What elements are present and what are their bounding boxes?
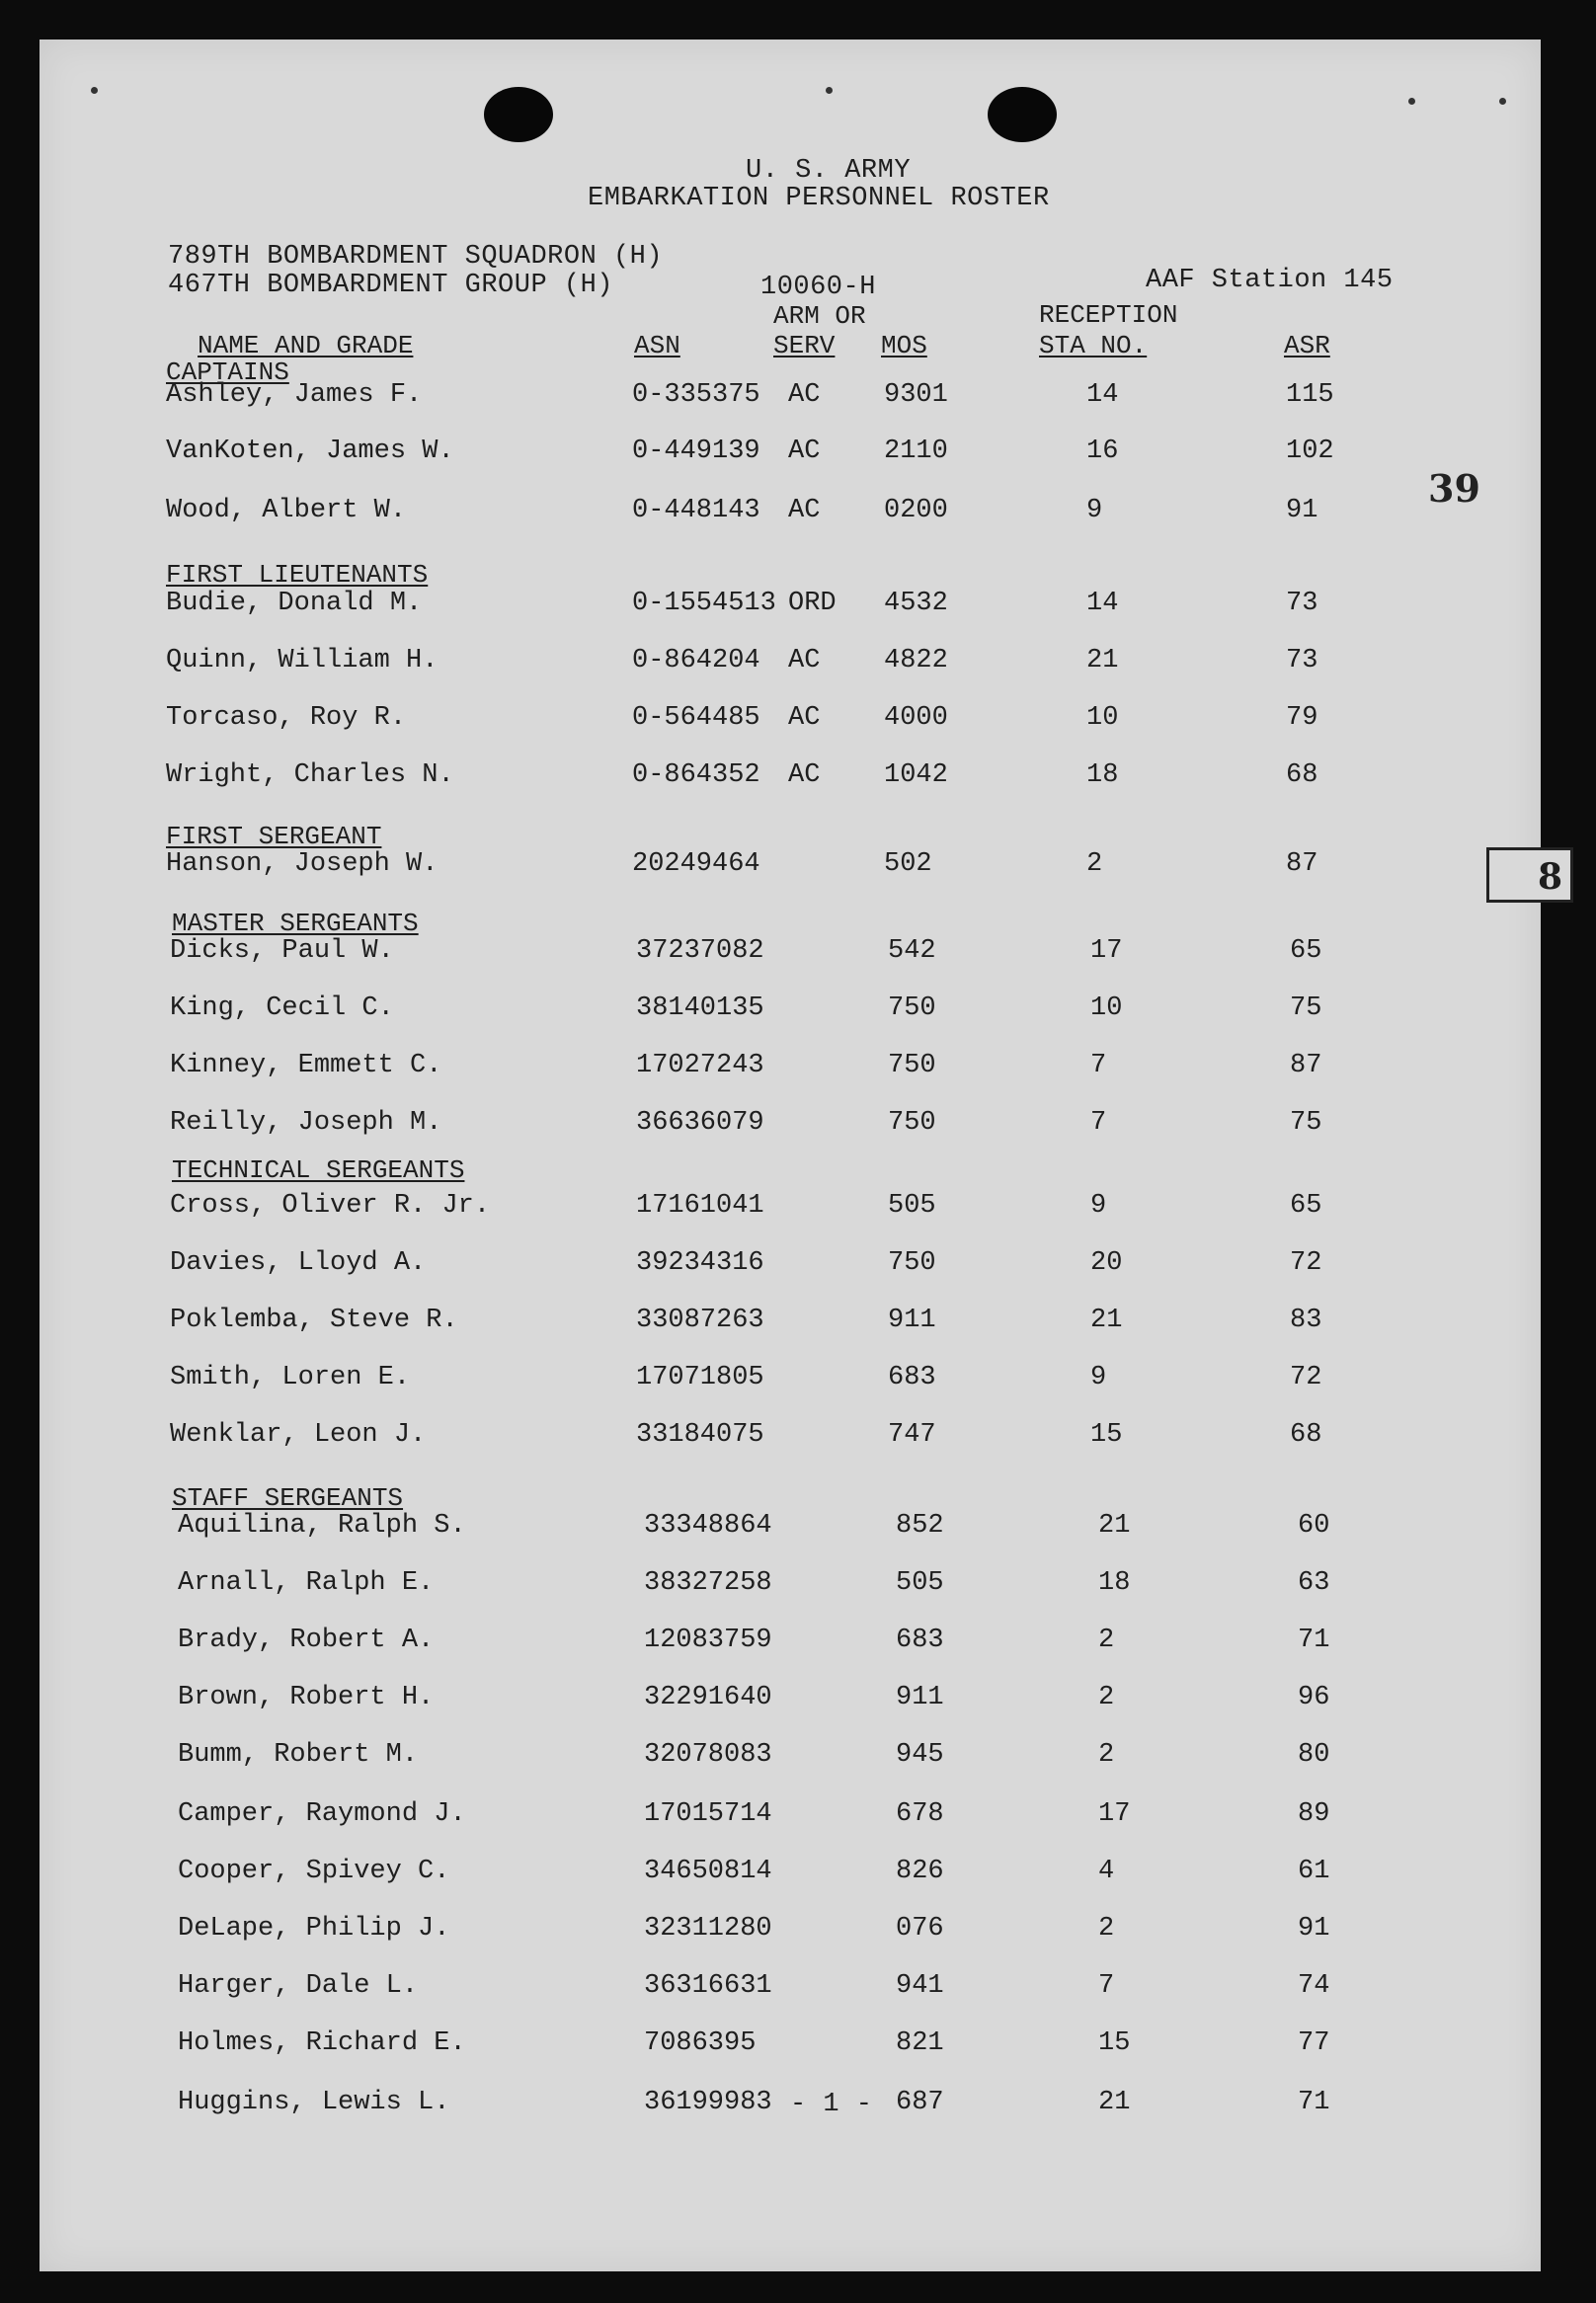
row-asn: 32291640 [644, 1683, 772, 1712]
row-name: Davies, Lloyd A. [170, 1248, 427, 1278]
row-reception-station: 17 [1090, 936, 1123, 966]
section-heading: TECHNICAL SERGEANTS [172, 1155, 465, 1185]
row-reception-station: 14 [1086, 380, 1119, 410]
row-mos: 750 [888, 993, 936, 1023]
row-asn: 39234316 [636, 1248, 764, 1278]
speck [91, 87, 98, 94]
page-tab [1486, 847, 1573, 903]
row-asn: 36316631 [644, 1971, 772, 2001]
row-name: VanKoten, James W. [166, 437, 454, 466]
row-reception-station: 18 [1086, 760, 1119, 790]
row-asr: 96 [1298, 1683, 1330, 1712]
row-mos: 505 [896, 1568, 944, 1598]
row-mos: 747 [888, 1420, 936, 1450]
row-asr: 75 [1290, 993, 1322, 1023]
row-asr: 71 [1298, 2088, 1330, 2117]
row-asn: 17161041 [636, 1191, 764, 1221]
unit-code: 10060-H [760, 273, 876, 302]
document-header-line1: U. S. ARMY [746, 156, 912, 186]
row-arm: AC [788, 703, 821, 733]
row-asn: 33087263 [636, 1306, 764, 1335]
row-asr: 73 [1286, 589, 1318, 618]
row-name: Wood, Albert W. [166, 496, 407, 525]
row-reception-station: 2 [1098, 1683, 1115, 1712]
row-name: King, Cecil C. [170, 993, 394, 1023]
row-mos: 941 [896, 1971, 944, 2001]
row-mos: 1042 [884, 760, 948, 790]
row-mos: 911 [888, 1306, 936, 1335]
col-arm-top: ARM OR [773, 301, 866, 331]
row-asr: 72 [1290, 1363, 1322, 1392]
row-reception-station: 2 [1098, 1914, 1115, 1944]
row-name: Ashley, James F. [166, 380, 423, 410]
row-reception-station: 15 [1098, 2028, 1131, 2058]
row-reception-station: 9 [1090, 1363, 1107, 1392]
page-number: - 1 - [790, 2090, 873, 2119]
row-mos: 750 [888, 1051, 936, 1080]
row-reception-station: 18 [1098, 1568, 1131, 1598]
row-reception-station: 20 [1090, 1248, 1123, 1278]
row-asn: 32311280 [644, 1914, 772, 1944]
section-heading: FIRST LIEUTENANTS [166, 560, 429, 590]
row-asn: 34650814 [644, 1857, 772, 1886]
row-asr: 63 [1298, 1568, 1330, 1598]
row-reception-station: 15 [1090, 1420, 1123, 1450]
row-reception-station: 10 [1086, 703, 1119, 733]
row-asr: 91 [1286, 496, 1318, 525]
row-name: Torcaso, Roy R. [166, 703, 407, 733]
row-asn: 38327258 [644, 1568, 772, 1598]
row-asn: 0-448143 [632, 496, 760, 525]
row-mos: 826 [896, 1857, 944, 1886]
row-name: Brown, Robert H. [178, 1683, 435, 1712]
row-mos: 911 [896, 1683, 944, 1712]
row-reception-station: 17 [1098, 1799, 1131, 1829]
tab-number: 8 [1537, 856, 1562, 898]
speck [1499, 98, 1506, 105]
section-heading: FIRST SERGEANT [166, 822, 382, 851]
row-name: Wenklar, Leon J. [170, 1420, 427, 1450]
row-name: Cross, Oliver R. Jr. [170, 1191, 491, 1221]
row-asn: 0-864204 [632, 646, 760, 675]
row-name: Camper, Raymond J. [178, 1799, 466, 1829]
row-name: Holmes, Richard E. [178, 2028, 466, 2058]
row-name: Hanson, Joseph W. [166, 849, 439, 879]
section-heading: MASTER SERGEANTS [172, 909, 419, 938]
row-asr: 73 [1286, 646, 1318, 675]
row-asn: 0-335375 [632, 380, 760, 410]
row-mos: 2110 [884, 437, 948, 466]
row-asr: 91 [1298, 1914, 1330, 1944]
row-mos: 687 [896, 2088, 944, 2117]
row-asn: 36199983 [644, 2088, 772, 2117]
row-asr: 60 [1298, 1511, 1330, 1541]
row-asr: 87 [1286, 849, 1318, 879]
row-asn: 17015714 [644, 1799, 772, 1829]
row-reception-station: 21 [1090, 1306, 1123, 1335]
row-name: Harger, Dale L. [178, 1971, 419, 2001]
row-mos: 4822 [884, 646, 948, 675]
row-reception-station: 2 [1098, 1740, 1115, 1770]
row-name: Arnall, Ralph E. [178, 1568, 435, 1598]
row-asr: 61 [1298, 1857, 1330, 1886]
row-name: Poklemba, Steve R. [170, 1306, 458, 1335]
station: AAF Station 145 [1146, 266, 1394, 295]
row-mos: 750 [888, 1108, 936, 1138]
row-asr: 71 [1298, 1626, 1330, 1655]
row-asn: 0-1554513 [632, 589, 776, 618]
row-reception-station: 21 [1098, 1511, 1131, 1541]
row-reception-station: 2 [1098, 1626, 1115, 1655]
row-name: Dicks, Paul W. [170, 936, 394, 966]
row-mos: 4000 [884, 703, 948, 733]
row-name: Brady, Robert A. [178, 1626, 435, 1655]
row-mos: 4532 [884, 589, 948, 618]
row-mos: 542 [888, 936, 936, 966]
row-name: Quinn, William H. [166, 646, 439, 675]
punch-hole-left [484, 87, 553, 142]
row-mos: 505 [888, 1191, 936, 1221]
side-number: 39 [1428, 466, 1480, 511]
row-asr: 83 [1290, 1306, 1322, 1335]
row-reception-station: 21 [1098, 2088, 1131, 2117]
row-asr: 68 [1286, 760, 1318, 790]
row-asn: 33348864 [644, 1511, 772, 1541]
row-reception-station: 9 [1090, 1191, 1107, 1221]
row-asn: 36636079 [636, 1108, 764, 1138]
row-reception-station: 7 [1090, 1051, 1107, 1080]
row-reception-station: 4 [1098, 1857, 1115, 1886]
row-mos: 076 [896, 1914, 944, 1944]
row-reception-station: 7 [1090, 1108, 1107, 1138]
col-reception-header: STA NO. [1039, 331, 1148, 360]
row-asr: 87 [1290, 1051, 1322, 1080]
section-heading: CAPTAINS [166, 357, 289, 387]
row-asr: 75 [1290, 1108, 1322, 1138]
speck [1408, 98, 1415, 105]
row-reception-station: 21 [1086, 646, 1119, 675]
document-title: EMBARKATION PERSONNEL ROSTER [588, 184, 1050, 213]
col-reception-top: RECEPTION [1039, 300, 1178, 330]
col-arm-header: SERV [773, 331, 836, 360]
row-asn: 37237082 [636, 936, 764, 966]
row-asr: 102 [1286, 437, 1334, 466]
row-reception-station: 14 [1086, 589, 1119, 618]
row-asr: 89 [1298, 1799, 1330, 1829]
row-mos: 9301 [884, 380, 948, 410]
row-mos: 683 [896, 1626, 944, 1655]
row-asn: 33184075 [636, 1420, 764, 1450]
section-heading: STAFF SERGEANTS [172, 1483, 404, 1513]
row-reception-station: 7 [1098, 1971, 1115, 2001]
row-name: Cooper, Spivey C. [178, 1857, 450, 1886]
punch-hole-right [988, 87, 1057, 142]
row-asn: 20249464 [632, 849, 760, 879]
row-asr: 68 [1290, 1420, 1322, 1450]
row-asr: 79 [1286, 703, 1318, 733]
row-name: Bumm, Robert M. [178, 1740, 419, 1770]
row-reception-station: 16 [1086, 437, 1119, 466]
row-name: Reilly, Joseph M. [170, 1108, 442, 1138]
speck [826, 87, 833, 94]
row-name: Aquilina, Ralph S. [178, 1511, 466, 1541]
row-arm: ORD [788, 589, 837, 618]
row-asn: 0-564485 [632, 703, 760, 733]
row-asr: 115 [1286, 380, 1334, 410]
row-arm: AC [788, 760, 821, 790]
row-reception-station: 10 [1090, 993, 1123, 1023]
row-asr: 65 [1290, 936, 1322, 966]
row-reception-station: 9 [1086, 496, 1103, 525]
row-asn: 0-864352 [632, 760, 760, 790]
row-mos: 502 [884, 849, 932, 879]
row-arm: AC [788, 380, 821, 410]
row-asn: 32078083 [644, 1740, 772, 1770]
row-mos: 0200 [884, 496, 948, 525]
row-asn: 38140135 [636, 993, 764, 1023]
col-asr-header: ASR [1284, 331, 1330, 360]
row-asn: 12083759 [644, 1626, 772, 1655]
col-asn-header: ASN [634, 331, 680, 360]
squadron-name: 789TH BOMBARDMENT SQUADRON (H) [168, 242, 664, 272]
row-name: Wright, Charles N. [166, 760, 454, 790]
row-name: Smith, Loren E. [170, 1363, 411, 1392]
row-asn: 7086395 [644, 2028, 757, 2058]
row-mos: 678 [896, 1799, 944, 1829]
row-asn: 0-449139 [632, 437, 760, 466]
row-reception-station: 2 [1086, 849, 1103, 879]
row-arm: AC [788, 496, 821, 525]
row-mos: 852 [896, 1511, 944, 1541]
col-name-header: NAME AND GRADE [198, 331, 414, 360]
row-asn: 17027243 [636, 1051, 764, 1080]
row-asr: 74 [1298, 1971, 1330, 2001]
row-mos: 821 [896, 2028, 944, 2058]
row-asr: 65 [1290, 1191, 1322, 1221]
row-mos: 683 [888, 1363, 936, 1392]
row-mos: 750 [888, 1248, 936, 1278]
row-mos: 945 [896, 1740, 944, 1770]
row-asr: 80 [1298, 1740, 1330, 1770]
row-name: Kinney, Emmett C. [170, 1051, 442, 1080]
row-arm: AC [788, 437, 821, 466]
row-asn: 17071805 [636, 1363, 764, 1392]
row-name: Huggins, Lewis L. [178, 2088, 450, 2117]
row-name: Budie, Donald M. [166, 589, 423, 618]
row-asr: 77 [1298, 2028, 1330, 2058]
col-mos-header: MOS [881, 331, 927, 360]
group-name: 467TH BOMBARDMENT GROUP (H) [168, 271, 613, 300]
row-arm: AC [788, 646, 821, 675]
row-name: DeLape, Philip J. [178, 1914, 450, 1944]
row-asr: 72 [1290, 1248, 1322, 1278]
